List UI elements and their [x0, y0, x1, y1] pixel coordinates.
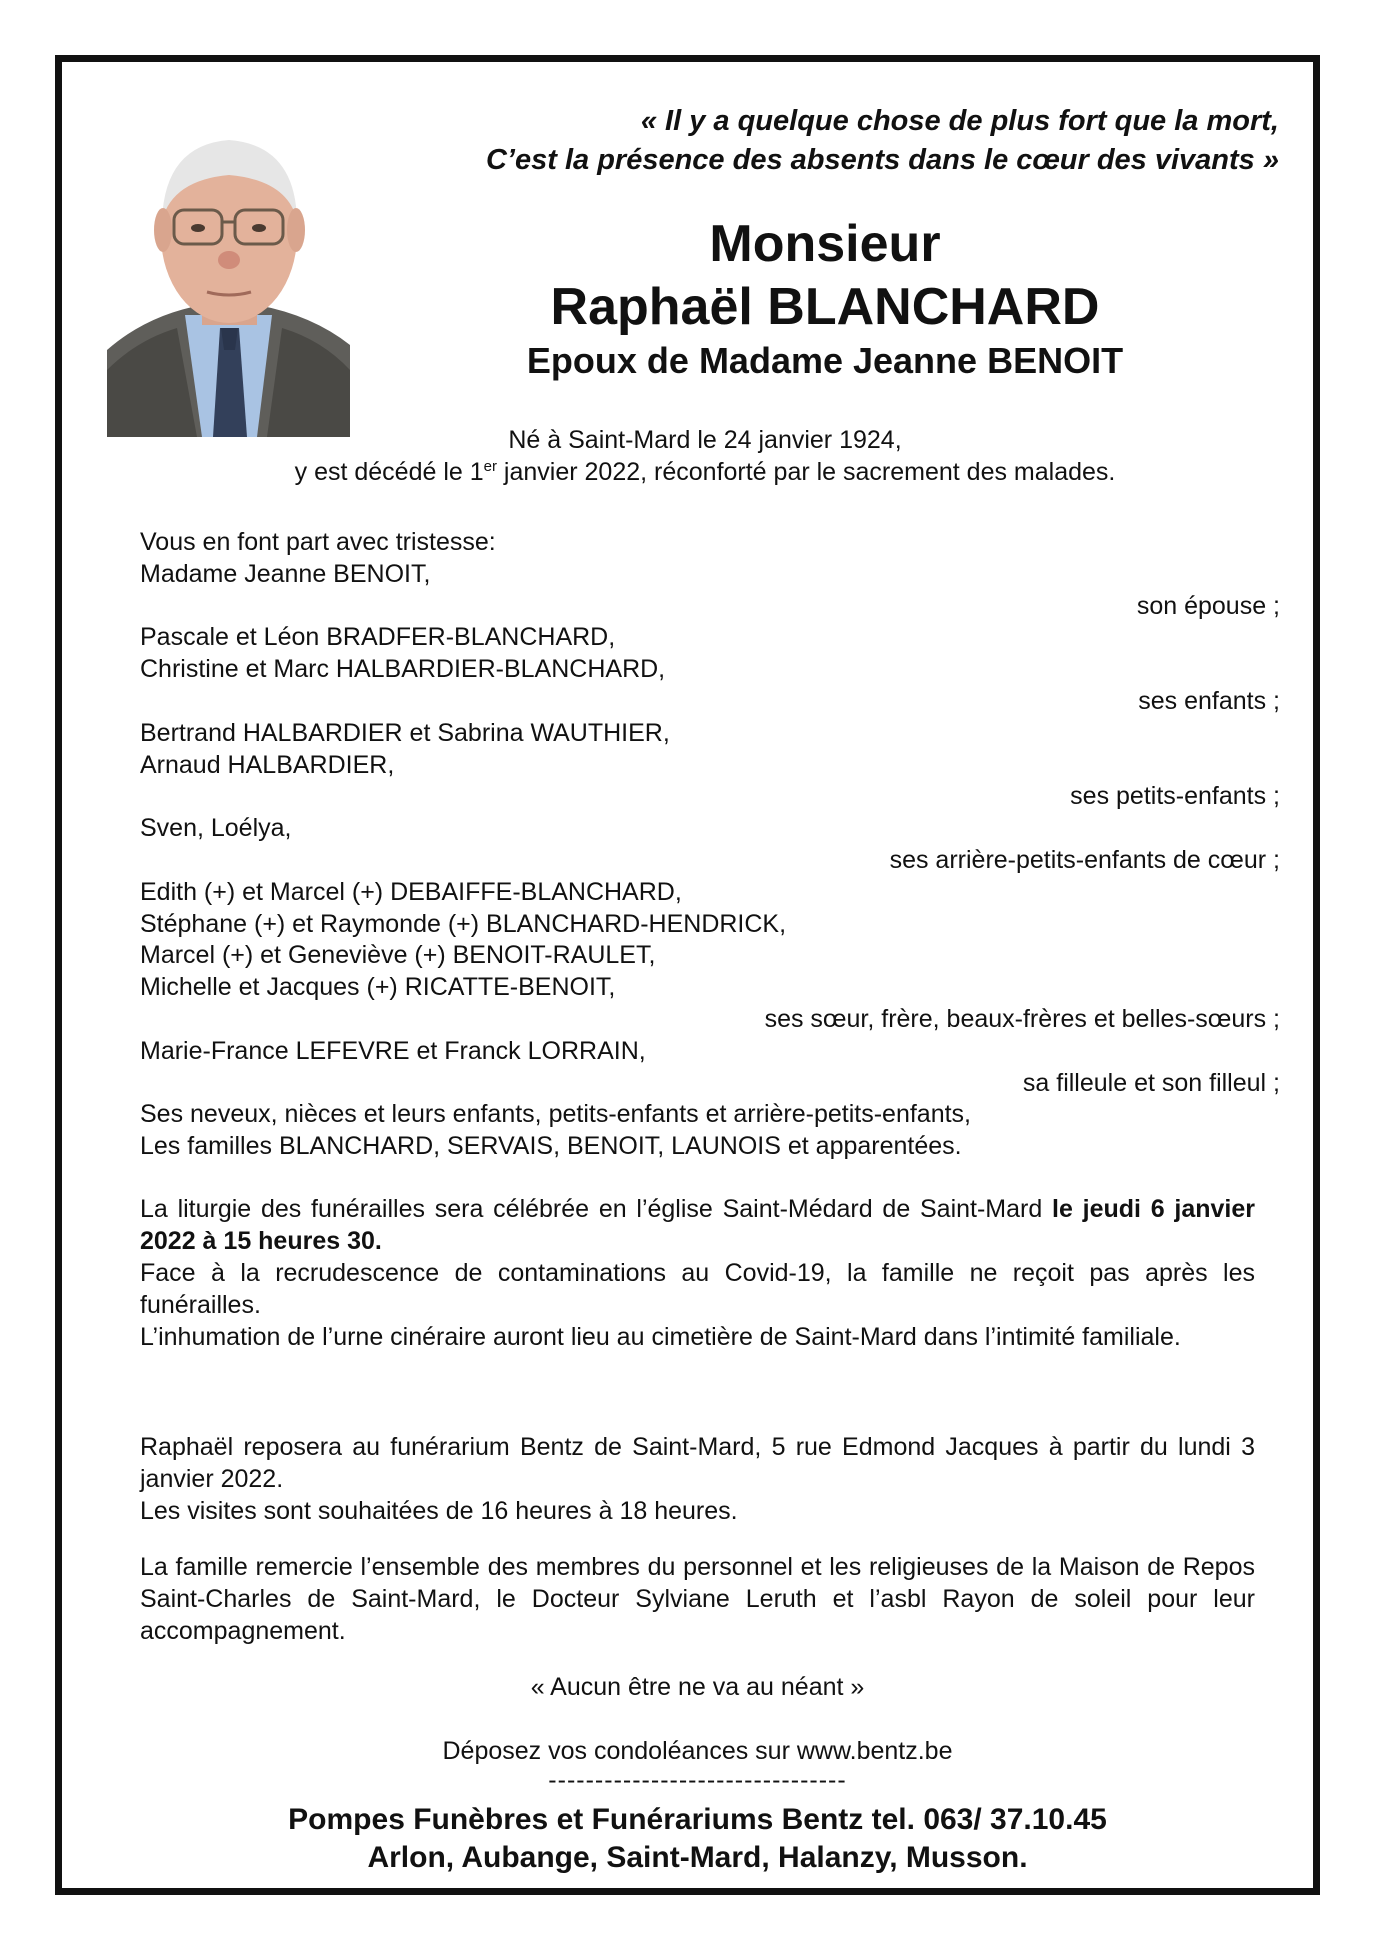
family-name: Marie-France LEFEVRE et Franck LORRAIN,	[140, 1036, 646, 1065]
visitation-place: Raphaël reposera au funérarium Bentz de Saint-Mard, 5 rue Edmond Jacques à partir du lundi 3 janvier 2022.	[140, 1433, 1255, 1493]
spouse-line: Epoux de Madame Jeanne BENOIT	[526, 340, 1124, 381]
family-name: Michelle et Jacques (+) RICATTE-BENOIT,	[140, 973, 616, 1002]
family-name: Sven, Loélya,	[140, 814, 292, 843]
separator-line: --------------------------------	[548, 1766, 847, 1794]
death-line	[140, 456, 1270, 488]
family-name: Christine et Marc HALBARDIER-BLANCHARD,	[140, 655, 666, 684]
birth-line: Né à Saint-Mard le 24 janvier 1924,	[508, 426, 902, 454]
family-list	[140, 527, 1280, 1163]
family-relation: son épouse ;	[1136, 591, 1280, 620]
ceremony-info	[140, 1193, 1255, 1353]
family-closing-line: Les familles BLANCHARD, SERVAIS, BENOIT, LAUNOIS et apparentées.	[140, 1132, 962, 1161]
liturgy-text: La liturgie des funérailles sera célébrée en l’église Saint-Médard de Saint-Mard	[140, 1195, 1053, 1223]
epigraph-line-2: C’est la présence des absents dans le cœur des vivants »	[485, 144, 1279, 176]
covid-notice: Face à la recrudescence de contaminations au Covid-19, la famille ne reçoit pas après les funérailles.	[140, 1259, 1255, 1319]
family-closing-line: Ses neveux, nièces et leurs enfants, petits-enfants et arrière-petits-enfants,	[140, 1100, 971, 1129]
death-line-start: y est décédé le 1	[294, 458, 484, 486]
birth-death-info	[140, 424, 1270, 488]
funeral-home-locations: Arlon, Aubange, Saint-Mard, Halanzy, Musson.	[367, 1841, 1028, 1874]
family-name: Bertrand HALBARDIER et Sabrina WAUTHIER,	[140, 718, 670, 747]
family-name: Pascale et Léon BRADFER-BLANCHARD,	[140, 623, 616, 652]
epigraph-line-1: « Il y a quelque chose de plus fort que la mort,	[640, 105, 1279, 137]
epigraph-quote	[359, 102, 1279, 180]
family-name: Madame Jeanne BENOIT,	[140, 559, 431, 588]
condolences-line: Déposez vos condoléances sur www.bentz.be	[442, 1737, 953, 1765]
family-name: Stéphane (+) et Raymonde (+) BLANCHARD-HENDRICK,	[140, 909, 787, 938]
burial-notice: L’inhumation de l’urne cinéraire auront lieu au cimetière de Saint-Mard dans l’intimité familiale.	[140, 1323, 1181, 1351]
liturgy-paragraph	[140, 1193, 1255, 1257]
family-intro: Vous en font part avec tristesse:	[140, 528, 496, 556]
closing-quote: « Aucun être ne va au néant »	[530, 1673, 865, 1701]
death-line-ordinal: er	[483, 458, 497, 475]
deceased-name: Raphaël BLANCHARD	[550, 278, 1100, 336]
visitation-info	[140, 1431, 1255, 1527]
family-relation: ses sœur, frère, beaux-frères et belles-sœurs ;	[764, 1004, 1280, 1033]
family-name: Edith (+) et Marcel (+) DEBAIFFE-BLANCHARD,	[140, 877, 682, 906]
funeral-home-name: Pompes Funèbres et Funérariums Bentz tel. 063/ 37.10.45	[288, 1803, 1107, 1836]
liturgy-date: le jeudi 6 janvier 2022 à 15 heures 30.	[140, 1195, 1256, 1255]
family-relation: sa filleule et son filleul ;	[1022, 1068, 1280, 1097]
death-line-end: janvier 2022, réconforté par le sacrement des malades.	[496, 458, 1116, 486]
family-relation: ses arrière-petits-enfants de cœur ;	[889, 845, 1280, 874]
honorific: Monsieur	[709, 215, 941, 273]
family-name: Marcel (+) et Geneviève (+) BENOIT-RAULET,	[140, 941, 656, 970]
visitation-hours: Les visites sont souhaitées de 16 heures à 18 heures.	[140, 1497, 738, 1525]
thanks-paragraph: La famille remercie l’ensemble des membres du personnel et les religieuses de la Maison de Repos Saint-Charles de Saint-Mard, le Docteur Sylviane Leruth et l’asbl Rayon de soleil pour leur accompagnement.	[140, 1553, 1255, 1645]
portrait-photo	[107, 100, 350, 437]
family-name: Arnaud HALBARDIER,	[140, 750, 395, 779]
family-relation: ses petits-enfants ;	[1070, 782, 1280, 811]
family-relation: ses enfants ;	[1138, 686, 1280, 715]
